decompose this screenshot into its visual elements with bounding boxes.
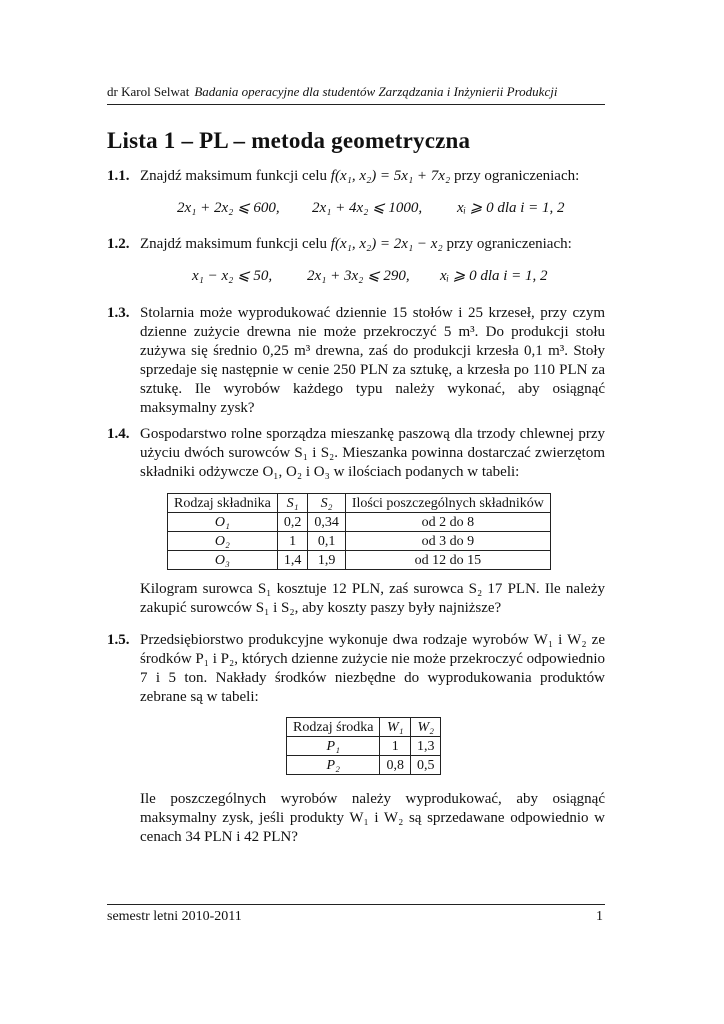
table-header-cell: Rodzaj środka xyxy=(287,718,380,737)
table-cell: 0,34 xyxy=(308,513,346,532)
header-rule xyxy=(107,104,605,105)
problem-number: 1.3. xyxy=(107,305,130,321)
table-header-cell: S₂ xyxy=(308,494,346,513)
table-cell: od 3 do 9 xyxy=(345,532,550,551)
problem-suffix: przy ograniczeniach: xyxy=(446,236,572,252)
footer-semester: semestr letni 2010-2011 xyxy=(107,909,242,924)
problem-1-4 xyxy=(107,425,605,482)
table-row xyxy=(168,532,551,551)
table-cell: 1,9 xyxy=(308,551,346,570)
document-page xyxy=(107,0,605,1024)
problem-suffix: przy ograniczeniach: xyxy=(453,168,580,184)
problem-text: Kilogram surowca S₁ kosztuje 12 PLN, zaś surowca S₂ 17 PLN. Ile należy zakupić surowców S₁ i S₂, aby koszty paszy były najniższe? xyxy=(140,581,605,616)
running-header xyxy=(107,84,605,100)
table-header-cell: W₂ xyxy=(410,718,441,737)
table-cell: O₁ xyxy=(168,513,278,532)
problem-number: 1.1. xyxy=(107,168,130,184)
problem-text: Stolarnia może wyprodukować dziennie 15 stołów i 25 krzeseł, przy czym dzienne zużycie drewna nie może przekroczyć 5 m³. Do produkcji stołu zużywa się średnio 0,25 m³ drewna, zaś do produkcji krzesła 0,1 m³. Stoły sprzedaje się następnie w cenie 250 PLN za sztukę, a krzesła po 110 PLN za sztukę. Ile wyrobów każdego typu należy wykonać, aby osiągnąć maksymalny zysk? xyxy=(140,305,605,416)
table-row xyxy=(168,513,551,532)
objective-function: f(x₁, x₂) = 2x₁ − x₂ xyxy=(330,236,443,252)
table-row xyxy=(168,551,551,570)
table-cell: O₂ xyxy=(168,532,278,551)
page-title: Lista 1 – PL – metoda geometryczna xyxy=(107,128,471,153)
nutrients-table xyxy=(167,493,551,570)
header-author: dr Karol Selwat xyxy=(107,84,190,99)
constraint: xᵢ ⩾ 0 dla i = 1, 2 xyxy=(440,268,548,284)
problem-1-4-question xyxy=(107,580,605,618)
problem-1-2 xyxy=(107,235,605,254)
table-cell: 1,4 xyxy=(277,551,308,570)
table-cell: od 2 do 8 xyxy=(345,513,550,532)
page-number: 1 xyxy=(596,909,603,924)
problem-text: Przedsiębiorstwo produkcyjne wykonuje dwa rodzaje wyrobów W₁ i W₂ ze środków P₁ i P₂, których dzienne zużycie nie może przekroczyć odpowiednio 7 i 5 ton. Nakłady środków niezbędne do wyprodukowania produktów zebrane są w tabeli: xyxy=(140,632,605,705)
problem-number: 1.4. xyxy=(107,426,130,442)
problem-number: 1.5. xyxy=(107,632,130,648)
table-header-cell: Ilości poszczególnych składników xyxy=(345,494,550,513)
table-header-row xyxy=(287,718,441,737)
page-footer xyxy=(107,909,605,925)
table-header-cell: W₁ xyxy=(380,718,411,737)
table-cell: od 12 do 15 xyxy=(345,551,550,570)
table-cell: P₂ xyxy=(287,756,380,775)
problem-intro: Znajdź maksimum funkcji celu xyxy=(140,168,328,184)
constraint: xᵢ ⩾ 0 dla i = 1, 2 xyxy=(457,200,565,216)
table-row xyxy=(287,756,441,775)
constraint: 2x₁ + 4x₂ ⩽ 1000, xyxy=(312,200,423,216)
problem-number: 1.2. xyxy=(107,236,130,252)
table-cell: 0,1 xyxy=(308,532,346,551)
problem-1-5-question xyxy=(107,790,605,847)
table-header-cell: Rodzaj składnika xyxy=(168,494,278,513)
table-header-row xyxy=(168,494,551,513)
problem-1-5 xyxy=(107,631,605,707)
problem-1-3 xyxy=(107,304,605,418)
problem-text: Gospodarstwo rolne sporządza mieszankę paszową dla trzody chlewnej przy użyciu dwóch surowców S₁ i S₂. Mieszanka powinna dostarczać zwierzętom składniki odżywcze O₁, O₂ i O₃ w ilościach podanych w tabeli: xyxy=(140,426,605,480)
problem-intro: Znajdź maksimum funkcji celu xyxy=(140,236,328,252)
table-cell: O₃ xyxy=(168,551,278,570)
constraint: 2x₁ + 3x₂ ⩽ 290, xyxy=(307,268,410,284)
table-cell: 1 xyxy=(380,737,411,756)
table-cell: 0,8 xyxy=(380,756,411,775)
resources-table xyxy=(286,717,441,775)
table-cell: 0,5 xyxy=(410,756,441,775)
table-row xyxy=(287,737,441,756)
constraint: x₁ − x₂ ⩽ 50, xyxy=(192,268,273,284)
constraint: 2x₁ + 2x₂ ⩽ 600, xyxy=(177,200,280,216)
table-header-cell: S₁ xyxy=(277,494,308,513)
problem-1-1 xyxy=(107,167,605,186)
table-cell: 1 xyxy=(277,532,308,551)
table-cell: 1,3 xyxy=(410,737,441,756)
objective-function: f(x₁, x₂) = 5x₁ + 7x₂ xyxy=(330,168,451,184)
problem-text: Ile poszczególnych wyrobów należy wyprodukować, aby osiągnąć maksymalny zysk, jeśli produkty W₁ i W₂ są sprzedawane odpowiednio w cenach 34 PLN i 42 PLN? xyxy=(140,791,605,845)
table-cell: 0,2 xyxy=(277,513,308,532)
table-cell: P₁ xyxy=(287,737,380,756)
header-course: Badania operacyjne dla studentów Zarządzania i Inżynierii Produkcji xyxy=(194,84,558,99)
footer-rule xyxy=(107,904,605,905)
